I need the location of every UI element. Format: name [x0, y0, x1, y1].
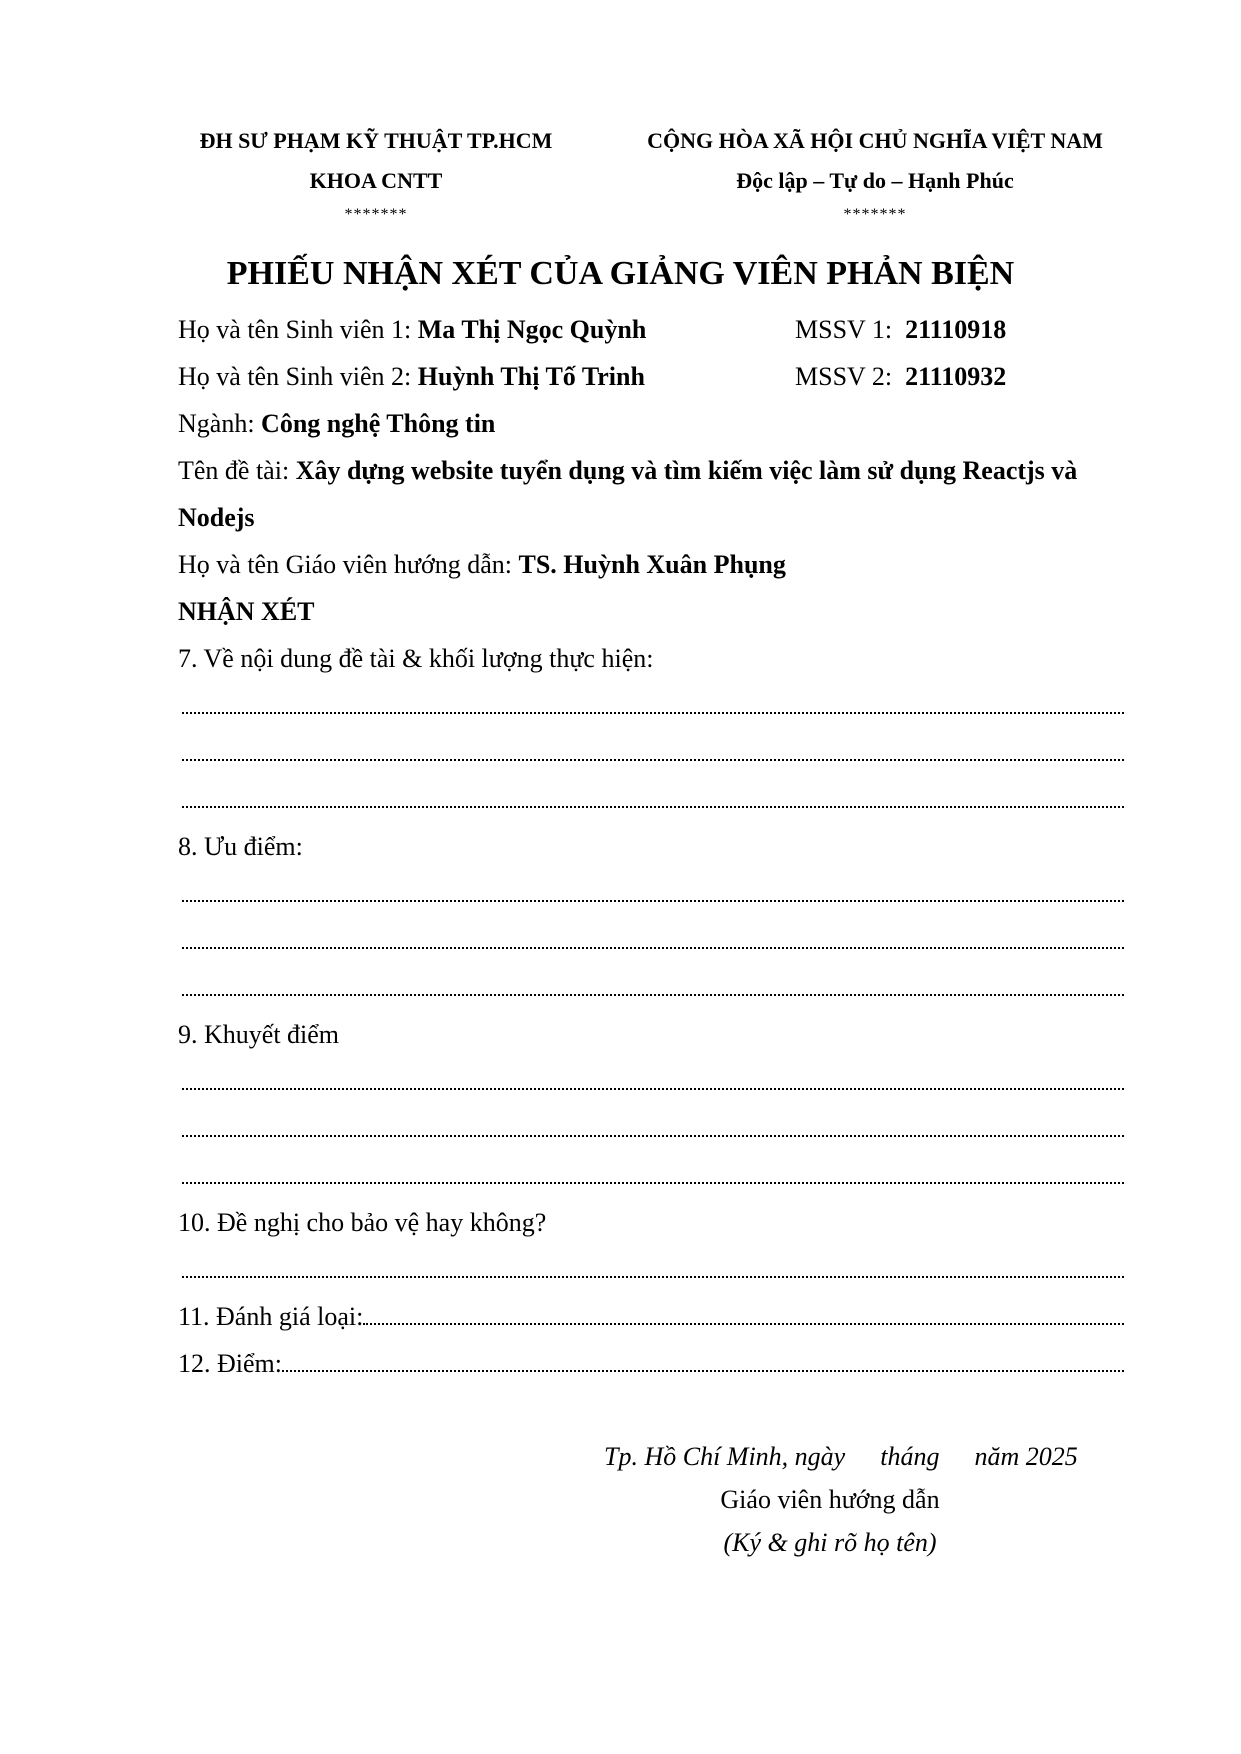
right-stars-divider: ******* [843, 206, 907, 223]
answer-line[interactable] [182, 1276, 1124, 1278]
advisor-label: Họ và tên Giáo viên hướng dẫn: [178, 550, 519, 579]
national-title: CỘNG HÒA XÃ HỘI CHỦ NGHĨA VIỆT NAM [647, 128, 1103, 153]
faculty-name: KHOA CNTT [309, 168, 443, 193]
answer-line[interactable] [182, 806, 1124, 808]
advisor-line [178, 550, 786, 580]
answer-line[interactable] [182, 712, 1124, 714]
question-7: 7. Về nội dung đề tài & khối lượng thực hiện: [178, 644, 654, 673]
student-1-name: Ma Thị Ngọc Quỳnh [417, 315, 647, 344]
answer-line[interactable] [182, 1135, 1124, 1137]
question-12-row [178, 1349, 1124, 1379]
question-8: 8. Ưu điểm: [178, 832, 303, 861]
student-2-label: Họ và tên Sinh viên 2: [178, 362, 418, 391]
place-date-part3: năm 2025 [974, 1442, 1078, 1471]
major-value: Công nghệ Thông tin [261, 409, 496, 438]
topic-line [178, 456, 1077, 486]
student-2-id-line [795, 362, 1006, 392]
student-1-line [178, 315, 646, 345]
section-heading: NHẬN XÉT [178, 597, 315, 626]
left-stars-divider: ******* [344, 206, 408, 223]
student-1-id: 21110918 [905, 315, 1007, 344]
topic-value-line2: Nodejs [178, 503, 255, 532]
student-2-name: Huỳnh Thị Tố Trinh [417, 362, 645, 391]
advisor-value: TS. Huỳnh Xuân Phụng [518, 550, 786, 579]
answer-line[interactable] [182, 1088, 1124, 1090]
major-line [178, 409, 495, 439]
place-date-part1: Tp. Hồ Chí Minh, ngày [604, 1442, 846, 1471]
answer-line[interactable] [182, 900, 1124, 902]
student-1-id-label: MSSV 1: [795, 315, 893, 344]
student-2-id-label: MSSV 2: [795, 362, 893, 391]
student-2-id: 21110932 [905, 362, 1007, 391]
question-12: 12. Điểm: [178, 1349, 282, 1378]
place-date-part2: tháng [880, 1442, 940, 1471]
answer-line[interactable] [182, 1182, 1124, 1184]
question-11: 11. Đánh giá loại: [178, 1302, 364, 1331]
question-9: 9. Khuyết điểm [178, 1020, 340, 1049]
signer-role: Giáo viên hướng dẫn [720, 1485, 940, 1514]
major-label: Ngành: [178, 409, 262, 438]
national-motto: Độc lập – Tự do – Hạnh Phúc [736, 168, 1014, 193]
topic-label: Tên đề tài: [178, 456, 296, 485]
form-title: PHIẾU NHẬN XÉT CỦA GIẢNG VIÊN PHẢN BIỆN [226, 255, 1015, 292]
university-name: ĐH SƯ PHẠM KỸ THUẬT TP.HCM [199, 128, 553, 153]
topic-value-line1: Xây dựng website tuyển dụng và tìm kiếm việc làm sử dụng Reactjs và [295, 456, 1078, 485]
place-date-line [604, 1442, 1078, 1472]
grade-field[interactable] [363, 1303, 1124, 1325]
answer-line[interactable] [182, 947, 1124, 949]
score-field[interactable] [282, 1350, 1124, 1372]
student-1-id-line [795, 315, 1006, 345]
signature-instruction: (Ký & ghi rõ họ tên) [723, 1528, 937, 1557]
student-1-label: Họ và tên Sinh viên 1: [178, 315, 418, 344]
student-2-line [178, 362, 645, 392]
question-10: 10. Đề nghị cho bảo vệ hay không? [178, 1208, 547, 1237]
question-11-row [178, 1302, 1124, 1332]
answer-line[interactable] [182, 759, 1124, 761]
answer-line[interactable] [182, 994, 1124, 996]
